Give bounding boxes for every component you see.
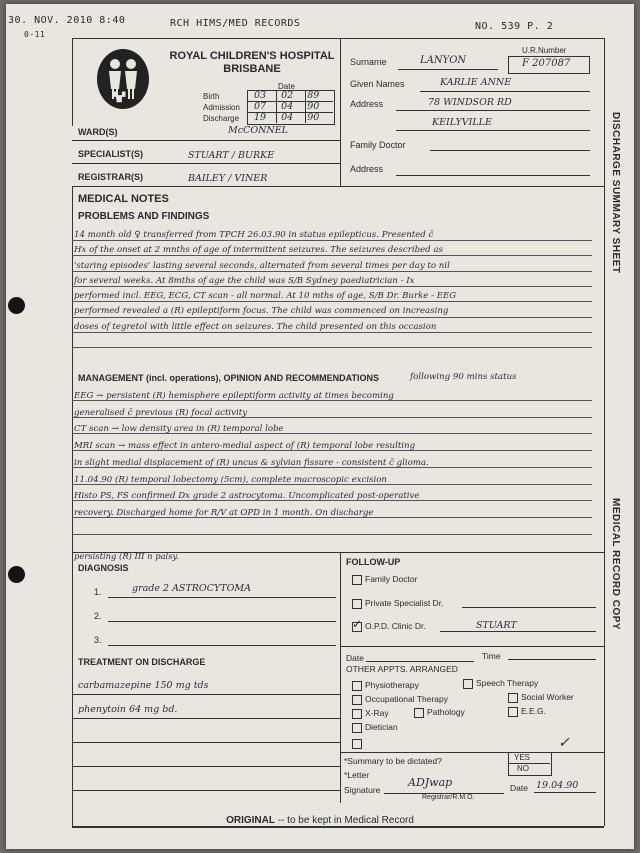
treatment-heading: TREATMENT ON DISCHARGE bbox=[78, 657, 206, 667]
notes-text bbox=[74, 228, 456, 335]
signature-date-value: 19.04.90 bbox=[536, 780, 579, 791]
birth-label: Birth bbox=[203, 92, 220, 101]
surname-value: LANYON bbox=[420, 55, 467, 66]
registrar-label: REGISTRAR(S) bbox=[78, 172, 143, 182]
records-stamp: RCH HIMS/MED RECORDS bbox=[170, 18, 301, 29]
checkbox-checked-icon: ✓ bbox=[352, 616, 363, 631]
given-names-label: Given Names bbox=[350, 79, 405, 89]
signature-date-label: Date bbox=[510, 783, 528, 793]
tick-mark-icon: ✓ bbox=[558, 735, 570, 751]
checkbox-icon bbox=[352, 681, 362, 691]
family-doctor-option[interactable]: Family Doctor bbox=[352, 574, 417, 585]
ur-number-label: U.R.Number bbox=[522, 46, 567, 55]
signature-label: Signature bbox=[344, 785, 381, 795]
dietician-option[interactable]: Dietician bbox=[352, 722, 398, 733]
ward-label: WARD(S) bbox=[78, 127, 118, 137]
stamp-code: 0-11 bbox=[24, 30, 46, 39]
admission-day: 07 bbox=[254, 101, 267, 112]
opd-clinic-doctor: STUART bbox=[476, 620, 517, 631]
management-line: EEG → persistent (R) hemisphere epileptiform activity at times becoming bbox=[74, 391, 394, 401]
doctor-address-label: Address bbox=[350, 164, 384, 174]
diagnosis-item-1: grade 2 ASTROCYTOMA bbox=[132, 583, 251, 594]
followup-time-label: Time bbox=[482, 651, 501, 661]
followup-date-label: Date bbox=[346, 653, 364, 663]
ur-number-value: F 207087 bbox=[522, 58, 571, 69]
given-names-value: KARLIE ANNE bbox=[440, 77, 512, 88]
diagnosis-item-1-number: 1. bbox=[94, 587, 102, 597]
ruled-line bbox=[72, 534, 592, 535]
medical-notes-heading: MEDICAL NOTES bbox=[78, 193, 169, 205]
specialist-value: STUART / BURKE bbox=[188, 150, 275, 161]
date-stamp: 30. NOV. 2010 8:40 bbox=[8, 15, 126, 26]
surname-label: Surname bbox=[350, 57, 387, 67]
checkbox-icon bbox=[352, 695, 362, 705]
management-line: MRI scan → mass effect in antero-medial aspect of (R) temporal lobe resulting bbox=[74, 441, 416, 452]
address-line-2: KEILYVILLE bbox=[432, 117, 492, 128]
diagnosis-heading: DIAGNOSIS bbox=[78, 563, 129, 573]
punch-hole bbox=[8, 566, 25, 583]
hospital-name: ROYAL CHILDREN'S HOSPITAL bbox=[169, 50, 335, 62]
management-heading: MANAGEMENT (incl. operations), OPINION AND RECOMMENDATIONS bbox=[78, 373, 380, 383]
problems-findings-heading: PROBLEMS AND FINDINGS bbox=[78, 211, 210, 222]
problems-line: for several weeks. At 8mths of age the child was S/B Sydney paediatrician - Ix bbox=[74, 275, 415, 286]
diagnosis-item-2-number: 2. bbox=[94, 611, 102, 621]
birth-day: 03 bbox=[254, 90, 267, 101]
specialist-label: SPECIALIST(S) bbox=[78, 149, 144, 159]
checkbox-icon bbox=[414, 708, 424, 718]
social-worker-option[interactable]: Social Worker bbox=[508, 692, 574, 703]
discharge-month: 04 bbox=[281, 112, 294, 123]
checkbox-icon bbox=[463, 679, 473, 689]
occupational-therapy-option[interactable]: Occupational Therapy bbox=[352, 694, 448, 705]
problems-line: 14 month old ♀ transferred from TPCH 26.03.90 in status epilepticus. Presented c̄ bbox=[74, 230, 434, 240]
signature-scribble: ADJwap bbox=[408, 776, 453, 789]
punch-hole bbox=[8, 297, 25, 314]
diagnosis-item-3-number: 3. bbox=[94, 635, 102, 645]
treatment-line-2: phenytoin 64 mg bd. bbox=[78, 704, 178, 715]
other-appointments-heading: OTHER APPTS. ARRANGED bbox=[346, 664, 458, 674]
medical-record-copy-side-label: MEDICAL RECORD COPY bbox=[610, 498, 621, 631]
problems-line: Hx of the onset at 2 mnths of age of intermittent seizures. The seizures described as bbox=[74, 245, 443, 256]
blank-option[interactable] bbox=[352, 738, 365, 749]
physiotherapy-option[interactable]: Physiotherapy bbox=[352, 680, 419, 691]
admission-label: Admission bbox=[203, 103, 240, 112]
pathology-option[interactable]: Pathology bbox=[414, 707, 465, 718]
checkbox-icon bbox=[508, 707, 518, 717]
date-column-label: Date bbox=[278, 82, 295, 91]
checkbox-icon bbox=[352, 599, 362, 609]
registrar-rmo-label: Registrar/R.M.O. bbox=[422, 794, 475, 801]
registrar-value: BAILEY / VINER bbox=[188, 173, 268, 184]
hospital-logo-icon bbox=[95, 47, 151, 113]
ward-value: McCONNEL bbox=[228, 125, 288, 136]
birth-year: 89 bbox=[307, 90, 320, 101]
private-specialist-option[interactable]: Private Specialist Dr. bbox=[352, 598, 443, 609]
no-option[interactable]: NO bbox=[517, 764, 529, 773]
management-line: generalised c̄ previous (R) focal activity bbox=[74, 407, 248, 418]
checkbox-icon bbox=[352, 709, 362, 719]
management-line: in slight medial displacement of (R) uncus & sylvian fissure - consistent c̄ glioma. bbox=[74, 457, 429, 468]
follow-up-heading: FOLLOW-UP bbox=[346, 557, 401, 567]
diagnosis-note: persisting (R) III n palsy. bbox=[74, 551, 179, 561]
management-line: CT scan → low density area in (R) temporal lobe bbox=[74, 424, 284, 435]
birth-month: 02 bbox=[281, 90, 294, 101]
letter-label: *Letter bbox=[344, 770, 370, 780]
speech-therapy-option[interactable]: Speech Therapy bbox=[463, 678, 538, 689]
family-doctor-label: Family Doctor bbox=[350, 140, 406, 150]
address-label: Address bbox=[350, 99, 384, 109]
discharge-summary-side-label: DISCHARGE SUMMARY SHEET bbox=[610, 112, 621, 274]
ruled-line bbox=[72, 347, 592, 348]
checkbox-icon bbox=[352, 575, 362, 585]
summary-dictated-label: *Summary to be dictated? bbox=[344, 756, 442, 766]
management-line: 11.04.90 (R) temporal lobectomy (5cm), complete macroscopic excision bbox=[74, 474, 387, 485]
discharge-year: 90 bbox=[307, 112, 320, 123]
checkbox-icon bbox=[508, 693, 518, 703]
yes-option[interactable]: YES bbox=[514, 753, 531, 762]
hospital-city: BRISBANE bbox=[223, 63, 281, 75]
management-text bbox=[74, 388, 429, 522]
original-label: ORIGINAL bbox=[226, 815, 275, 826]
management-line: Histo PS, FS confirmed Dx grade 2 astrocytoma. Uncomplicated post-operative bbox=[74, 491, 420, 502]
eeg-option[interactable]: E.E.G. bbox=[508, 706, 546, 717]
admission-month: 04 bbox=[281, 101, 294, 112]
opd-clinic-option[interactable]: ✓ O.P.D. Clinic Dr. bbox=[352, 616, 426, 631]
problems-line: doses of tegretol with little effect on seizures. The child presented on this occasion bbox=[74, 321, 437, 332]
discharge-label: Discharge bbox=[203, 114, 240, 123]
page-number-stamp: NO. 539 P. 2 bbox=[475, 21, 554, 32]
problems-line: performed revealed a (R) epileptiform focus. The child was commenced on increasing bbox=[74, 306, 449, 317]
problems-line: 'staring episodes' lasting several seconds, alternated from several times per day to nil bbox=[74, 260, 450, 271]
address-line-1: 78 WINDSOR RD bbox=[428, 97, 512, 108]
admission-year: 90 bbox=[307, 101, 320, 112]
checkbox-icon bbox=[352, 723, 362, 733]
footer-note: -- to be kept in Medical Record bbox=[274, 815, 414, 826]
xray-option[interactable]: X-Ray bbox=[352, 708, 389, 719]
treatment-line-1: carbamazepine 150 mg tds bbox=[78, 680, 209, 691]
problems-line: performed incl. EEG, ECG, CT scan - all normal. At 10 mths of age, S/B Dr. Burke - EEG bbox=[74, 291, 457, 302]
discharge-day: 19 bbox=[254, 112, 267, 123]
management-heading-note: following 90 mins status bbox=[410, 372, 517, 382]
checkbox-icon bbox=[352, 739, 362, 749]
management-line: recovery. Discharged home for R/V at OPD in 1 month. On discharge bbox=[74, 507, 374, 518]
